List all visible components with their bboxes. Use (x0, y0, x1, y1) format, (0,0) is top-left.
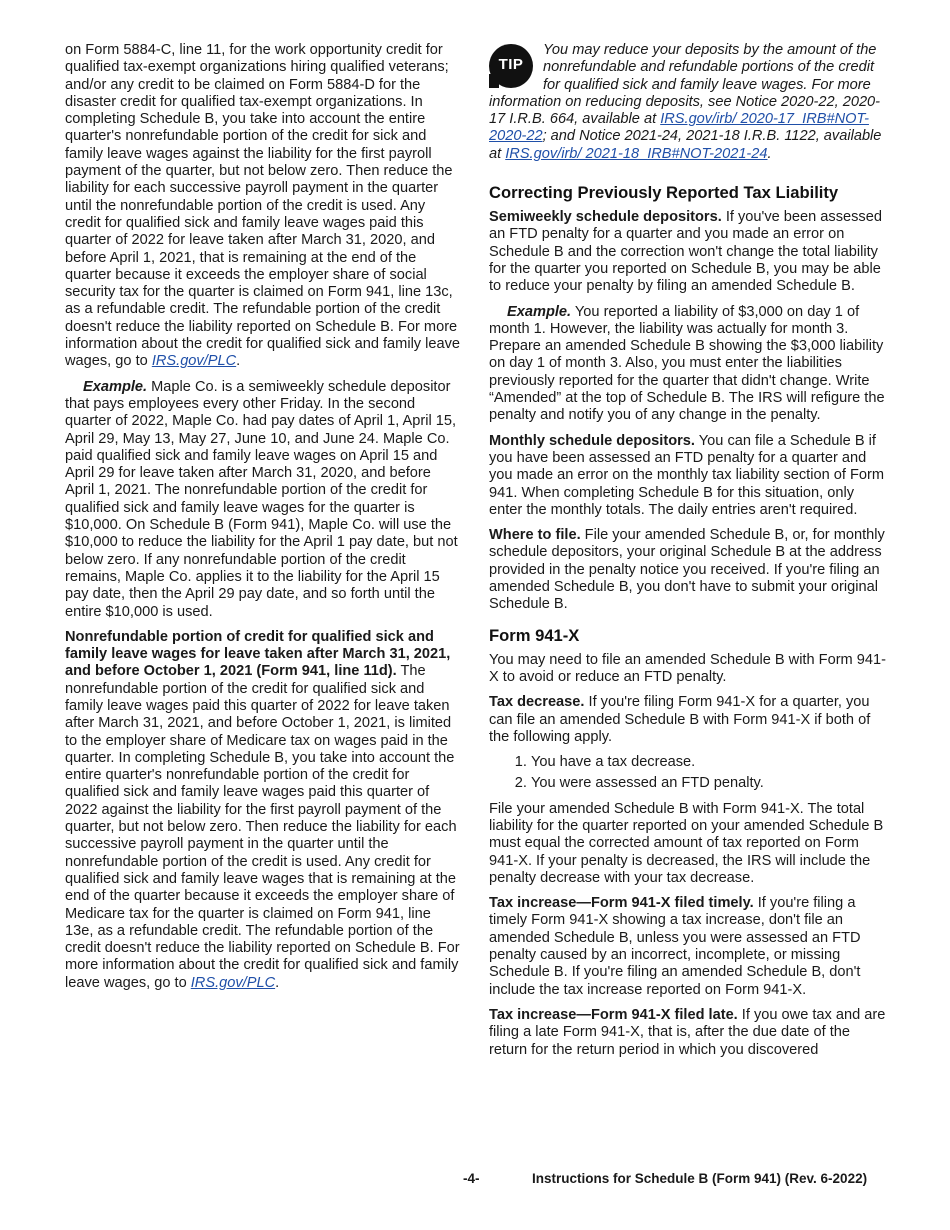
page-number: -4- (463, 1171, 480, 1186)
paragraph-example-amended: Example. You reported a liability of $3,000 on day 1 of month 1. However, the liability was actually for month 3. Prepare an amended Schedule B showing the $3,000 liability on day 1 of month 3. Also, you must enter the liabilities previously reported for the quarter that didn't change. Write “Amended” at the top of Schedule B. The IRS will refigure the penalty and notify you of any change in the penalty. (489, 303, 885, 424)
notice-2021-24-link[interactable]: IRS.gov/irb/ 2021-18_IRB#NOT-2021-24 (505, 145, 768, 162)
left-column (65, 42, 463, 1000)
list-item: 2. You were assessed an FTD penalty. (531, 775, 887, 792)
document-title: Instructions for Schedule B (Form 941) (Rev. 6-2022) (532, 1171, 868, 1186)
list-item: 1. You have a tax decrease. (531, 754, 887, 771)
tip-box: TIP You may reduce your deposits by the amount of the nonrefundable and refundable portions of the credit for qualified sick and family leave wages. For more information on reducing deposits, see Notice 2020-22, 2020-17 I.R.B. 664, available at IRS.gov/irb/ 2020-17_IRB#NOT-2020-22; and Notice 2021-24, 2021-18 I.R.B. 1122, available at IRS.gov/irb/ 2021-18_IRB#NOT-2021-24. (489, 42, 882, 162)
paragraph-941x-intro: You may need to file an amended Schedule B with Form 941-X to avoid or reduce an FTD penalty. (489, 651, 886, 685)
notice-2020-22-link[interactable]: IRS.gov/irb/ 2020-17_IRB#NOT-2020-22 (489, 111, 869, 145)
paragraph-tax-decrease: Tax decrease. If you're filing Form 941-X for a quarter, you can file an amended Schedule B with Form 941-X if both of the following apply. (489, 694, 871, 745)
tip-icon (489, 44, 535, 88)
tip-label: TIP (498, 56, 524, 73)
paragraph-increase-late: Tax increase—Form 941-X filed late. If you owe tax and are filing a late Form 941-X, that is, after the due date of the return for the return period in which you discovered (489, 1006, 886, 1058)
paragraph-example-maple: Example. Maple Co. is a semiweekly schedule depositor that pays employees every other Friday. In the second quarter of 2022, Maple Co. had pay dates of April 1, April 15, April 29, May 13, May 27, June 10, and June 24. Maple Co. paid qualified sick and family leave wages on April 15 and April 29 for leave taken after March 31, 2020, and before April 1, 2021. The nonrefundable portion of the credit for qualified sick and family leave wages for the quarter is $10,000. On Schedule B (Form 941), Maple Co. will use the $10,000 to reduce the liability for the April 1 pay date, but not below zero. If any nonrefundable portion of the credit remains, Maple Co. applies it to the liability for the April 15 pay date, then the April 29 pay date, and so forth until the entire $10,000 is used. (65, 378, 458, 620)
heading-form-941x: Form 941-X (489, 625, 580, 645)
right-column (489, 42, 887, 1067)
conditions-list (489, 754, 887, 793)
irs-plc-link[interactable]: IRS.gov/PLC (151, 353, 237, 370)
heading-correcting-liability: Correcting Previously Reported Tax Liability (489, 183, 839, 203)
paragraph-file-amended: File your amended Schedule B with Form 941-X. The total liability for the quarter reported on your amended Schedule B must equal the corrected amount of tax reported on Form 941-X. If your penalty is decreased, the IRS will include the penalty decrease with your tax decrease. (489, 800, 884, 886)
paragraph-monthly: Monthly schedule depositors. You can file a Schedule B if you have been assessed an FTD penalty for a quarter and you made an error on the monthly tax liability section of Form 941. When completing Schedule B for this situation, only enter the monthly totals. The daily entries aren't required. (489, 432, 885, 518)
paragraph-increase-timely: Tax increase—Form 941-X filed timely. If you're filing a timely Form 941-X showing a tax increase, don't file an amended Schedule B, unless you were assessed an FTD penalty caused by an incorrect, incomplete, or missing Schedule B. If you're filing an amended Schedule B, don't include the tax increase reported on Form 941-X. (489, 895, 861, 998)
paragraph-nonrefundable-11d: Nonrefundable portion of credit for qualified sick and family leave wages for leave taken after March 31, 2021, and before October 1, 2021 (Form 941, line 11d). The nonrefundable portion of the credit for qualified sick and family leave wages paid this quarter of 2022 for leave taken after March 31, 2021, and before October 1, 2021, is limited to the employer share of Medicare tax on wages paid in the quarter. In completing Schedule B, you take into account the entire quarter's nonrefundable portion of the credit for qualified sick and family leave wages paid this quarter of 2022 against the liability for the first payroll payment of the quarter, but not below zero. Then reduce the liability for each successive payroll payment in the quarter until the nonrefundable portion of the credit is used. Any credit for qualified sick and family leave wages that is remaining at the end of the quarter because it exceeds the employer share of Medicare tax for the quarter is claimed on Form 941, line 13e, as a refundable credit. The refundable portion of the credit doesn't reduce the liability reported on Schedule B. For more information about the credit for qualified sick and family leave wages, go to IRS.gov/PLC. (65, 628, 460, 991)
paragraph-credit-carryover: on Form 5884-C, line 11, for the work opportunity credit for qualified tax-exempt organizations hiring qualified veterans; and/or any credit to be claimed on Form 5884-D for the disaster credit for qualified tax-exempt organizations. In completing Schedule B, you take into account the entire quarter's nonrefundable portion of the credit for sick and family leave wages against the liability for the first payroll payment of the quarter, but not below zero. Then reduce the liability for each successive payroll payment in the quarter until the nonrefundable portion of the credit is used. Any credit for qualified sick and family leave wages paid this quarter of 2022 for leave taken after March 31, 2020, and before April 1, 2021, that is remaining at the end of the quarter because it exceeds the employer share of social security tax for the quarter is claimed on Form 941, line 13c, as a refundable credit. The refundable portion of the credit doesn't reduce the liability reported on Schedule B. For more information about the credit for qualified sick and family leave wages, go to IRS.gov/PLC. (65, 42, 461, 370)
irs-plc-link[interactable]: IRS.gov/PLC (190, 974, 276, 991)
paragraph-where-to-file: Where to file. File your amended Schedule B, or, for monthly schedule depositors, your original Schedule B at the address provided in the penalty notice you received. If you're filing an amended Schedule B, you don't have to submit your original Schedule B. (489, 527, 885, 613)
paragraph-semiweekly: Semiweekly schedule depositors. If you've been assessed an FTD penalty for a quarter and you made an error on Schedule B and the correction won't change the total liability for the quarter you reported on Schedule B, you may be able to reduce your penalty by filing an amended Schedule B. (489, 209, 882, 295)
